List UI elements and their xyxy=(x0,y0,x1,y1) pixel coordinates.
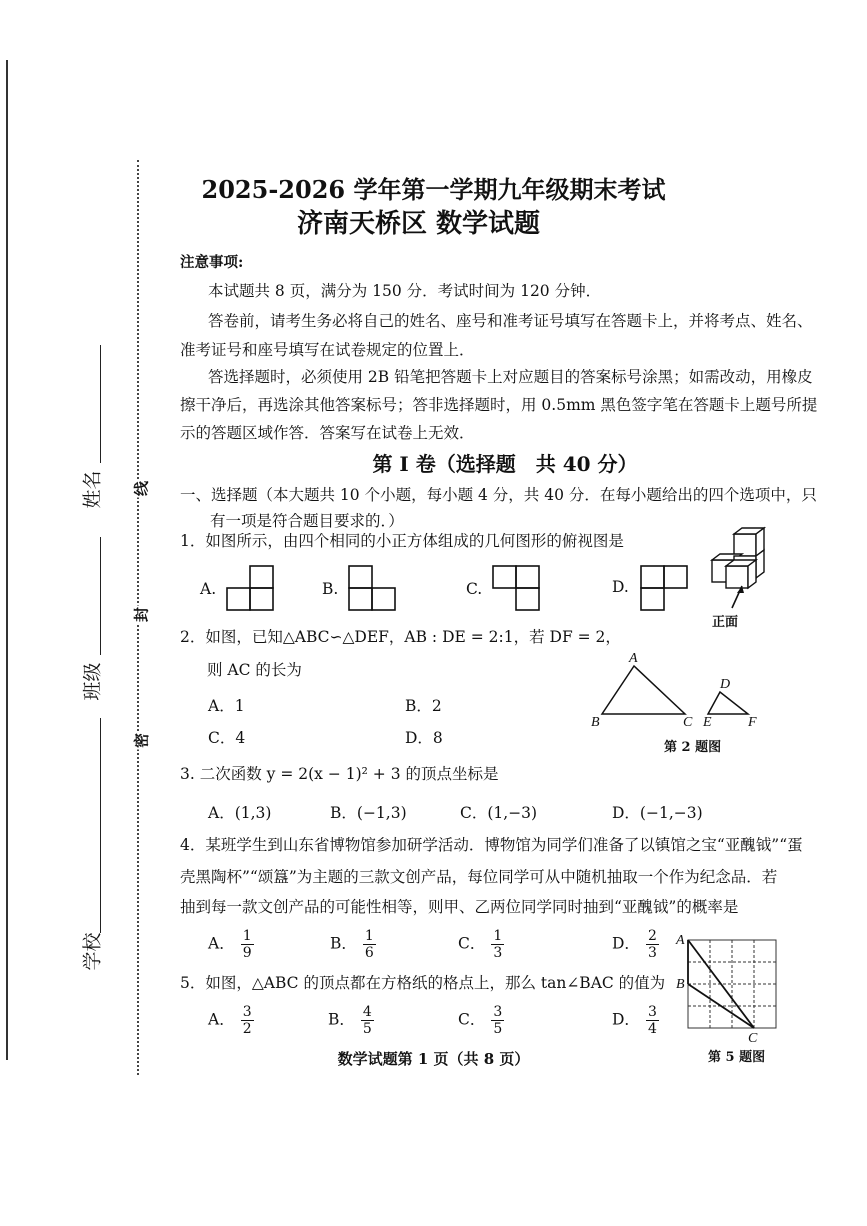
q4-option-c-den: 3 xyxy=(493,945,503,961)
school-label: 学校 xyxy=(81,932,104,971)
q4-option-c-num: 1 xyxy=(493,928,503,944)
section-title: 第 I 卷（选择题 共 40 分） xyxy=(372,452,638,476)
q4-option-b-num: 1 xyxy=(364,928,374,944)
binding-char-xian: 线 xyxy=(132,481,151,497)
q4-stem-3: 抽到每一款文创产品的可能性相等，则甲、乙两位同学同时抽到“亚醜钺”的概率是 xyxy=(180,898,739,916)
notice-para-3a: 答选择题时，必须使用 2B 铅笔把答题卡上对应题目的答案标号涂黑；如需改动，用橡皮 xyxy=(208,368,813,386)
q5-option-a-fraction xyxy=(241,1004,254,1037)
q4-option-a-label: A． xyxy=(208,934,235,953)
q2-point-f: F xyxy=(748,715,757,730)
q5-option-c-fraction xyxy=(491,1004,504,1037)
q4-option-a-den: 9 xyxy=(242,945,252,961)
q1-option-c-figure xyxy=(492,565,542,613)
q2-caption: 第 2 题图 xyxy=(664,740,722,755)
q2-option-c[interactable]: C．4 xyxy=(208,729,246,747)
q1-front-label: 正面 xyxy=(712,615,739,630)
notice-para-2b: 准考证号和座号填写在试卷规定的位置上． xyxy=(180,341,475,359)
q1-option-a-figure xyxy=(226,565,276,613)
page-edge-line xyxy=(6,60,8,1060)
binding-char-mi: 密 xyxy=(132,733,151,749)
q4-option-b-den: 6 xyxy=(364,945,374,961)
q2-point-a: A xyxy=(629,651,638,666)
q3-stem: 3. 二次函数 y = 2(x − 1)² + 3 的顶点坐标是 xyxy=(180,765,499,783)
q3-option-c[interactable]: C．(1,−3) xyxy=(460,804,538,822)
notice-para-1: 本试题共 8 页，满分为 150 分．考试时间为 120 分钟． xyxy=(208,282,602,300)
q2-triangle-figure xyxy=(588,650,768,730)
q4-option-b-fraction xyxy=(363,928,376,961)
name-label: 姓名 xyxy=(81,470,104,509)
q5-option-a-label: A． xyxy=(208,1010,235,1029)
q4-option-c[interactable] xyxy=(458,928,504,961)
q5-option-a-den: 2 xyxy=(242,1021,252,1037)
notice-para-3b: 擦干净后，再选涂其他答案标号；答非选择题时，用 0.5mm 黑色签字笔在答题卡上题号所提 xyxy=(180,396,818,414)
q5-option-d[interactable] xyxy=(612,1004,659,1037)
q1-option-d[interactable]: D. xyxy=(612,578,629,596)
q4-option-a-num: 1 xyxy=(242,928,252,944)
q5-option-b-fraction xyxy=(361,1004,374,1037)
notice-para-3c: 示的答题区域作答．答案写在试卷上无效． xyxy=(180,424,475,442)
q4-option-d-fraction xyxy=(646,928,659,961)
q5-stem: 5．如图，△ABC 的顶点都在方格纸的格点上，那么 tan∠BAC 的值为 xyxy=(180,974,666,992)
q4-option-b[interactable] xyxy=(330,928,376,961)
binding-char-feng: 封 xyxy=(132,607,151,623)
page-footer: 数学试题第 1 页（共 8 页） xyxy=(337,1050,530,1068)
q4-stem-1: 4．某班学生到山东省博物馆参加研学活动．博物馆为同学们准备了以镇馆之宝“亚醜钺”“蛋 xyxy=(180,836,803,854)
q2-option-d[interactable]: D．8 xyxy=(405,729,443,747)
q3-option-a[interactable]: A．(1,3) xyxy=(208,804,272,822)
q5-option-b-den: 5 xyxy=(362,1021,372,1037)
q5-option-c-label: C． xyxy=(458,1010,486,1029)
q1-stem: 1．如图所示，由四个相同的小正方体组成的几何图形的俯视图是 xyxy=(180,532,624,550)
q5-option-c-num: 3 xyxy=(493,1004,503,1020)
q4-option-c-label: C． xyxy=(458,934,486,953)
exam-title: 2025-2026 学年第一学期九年级期末考试 xyxy=(201,175,666,204)
q5-option-d-den: 4 xyxy=(647,1021,657,1037)
q5-point-b: B xyxy=(676,977,685,992)
q2-point-e: E xyxy=(703,715,712,730)
q5-option-b-num: 4 xyxy=(362,1004,372,1020)
q1-option-c[interactable]: C. xyxy=(466,580,483,598)
q5-option-a-num: 3 xyxy=(242,1004,252,1020)
q3-option-d[interactable]: D．(−1,−3) xyxy=(612,804,703,822)
notice-para-2a: 答卷前，请考生务必将自己的姓名、座号和准考证号填写在答题卡上，并将考点、姓名、 xyxy=(208,312,813,330)
school-fill-line[interactable] xyxy=(100,718,101,933)
q5-point-c: C xyxy=(748,1031,758,1046)
q5-option-c[interactable] xyxy=(458,1004,504,1037)
q5-option-a[interactable] xyxy=(208,1004,254,1037)
q1-cube-figure xyxy=(708,528,770,620)
q4-stem-2: 壳黑陶杯”“颂簋”为主题的三款文创产品，每位同学可从中随机抽取一个作为纪念品．若 xyxy=(180,868,778,886)
section-intro-2: 有一项是符合题目要求的．） xyxy=(210,512,404,530)
q2-point-d: D xyxy=(720,677,731,692)
q5-caption: 第 5 题图 xyxy=(708,1050,766,1065)
q2-option-a[interactable]: A．1 xyxy=(208,697,245,715)
q2-stem: 2．如图，已知△ABC∽△DEF，AB : DE = 2:1，若 DF = 2， xyxy=(180,628,621,646)
q1-option-a[interactable]: A. xyxy=(200,580,217,598)
q2-stem-2: 则 AC 的长为 xyxy=(207,661,302,679)
q4-option-d-num: 2 xyxy=(647,928,657,944)
q2-point-c: C xyxy=(683,715,693,730)
q4-option-c-fraction xyxy=(491,928,504,961)
q5-option-d-fraction xyxy=(646,1004,659,1037)
notice-heading: 注意事项: xyxy=(180,254,244,271)
q3-option-b[interactable]: B．(−1,3) xyxy=(330,804,407,822)
q4-option-a-fraction xyxy=(241,928,254,961)
q5-option-b[interactable] xyxy=(328,1004,374,1037)
q4-option-d[interactable] xyxy=(612,928,659,961)
section-intro-1: 一、选择题（本大题共 10 个小题，每小题 4 分，共 40 分．在每小题给出的四个选项中，只 xyxy=(180,486,817,504)
q2-option-b[interactable]: B．2 xyxy=(405,697,442,715)
q1-option-d-figure xyxy=(640,565,690,613)
q2-point-b: B xyxy=(591,715,600,730)
q4-option-a[interactable] xyxy=(208,928,254,961)
exam-subtitle: 济南天桥区 数学试题 xyxy=(297,209,541,239)
q5-option-d-label: D． xyxy=(612,1010,640,1029)
q1-option-b-figure xyxy=(348,565,398,613)
q5-option-c-den: 5 xyxy=(493,1021,503,1037)
q4-option-b-label: B． xyxy=(330,934,357,953)
q5-point-a: A xyxy=(676,933,685,948)
name-fill-line[interactable] xyxy=(100,345,101,463)
q5-grid-figure xyxy=(676,930,786,1046)
q5-option-b-label: B． xyxy=(328,1010,355,1029)
q4-option-d-label: D． xyxy=(612,934,640,953)
class-label: 班级 xyxy=(81,662,104,701)
q5-option-d-num: 3 xyxy=(647,1004,657,1020)
class-fill-line[interactable] xyxy=(100,537,101,655)
q1-option-b[interactable]: B. xyxy=(322,580,339,598)
q4-option-d-den: 3 xyxy=(647,945,657,961)
